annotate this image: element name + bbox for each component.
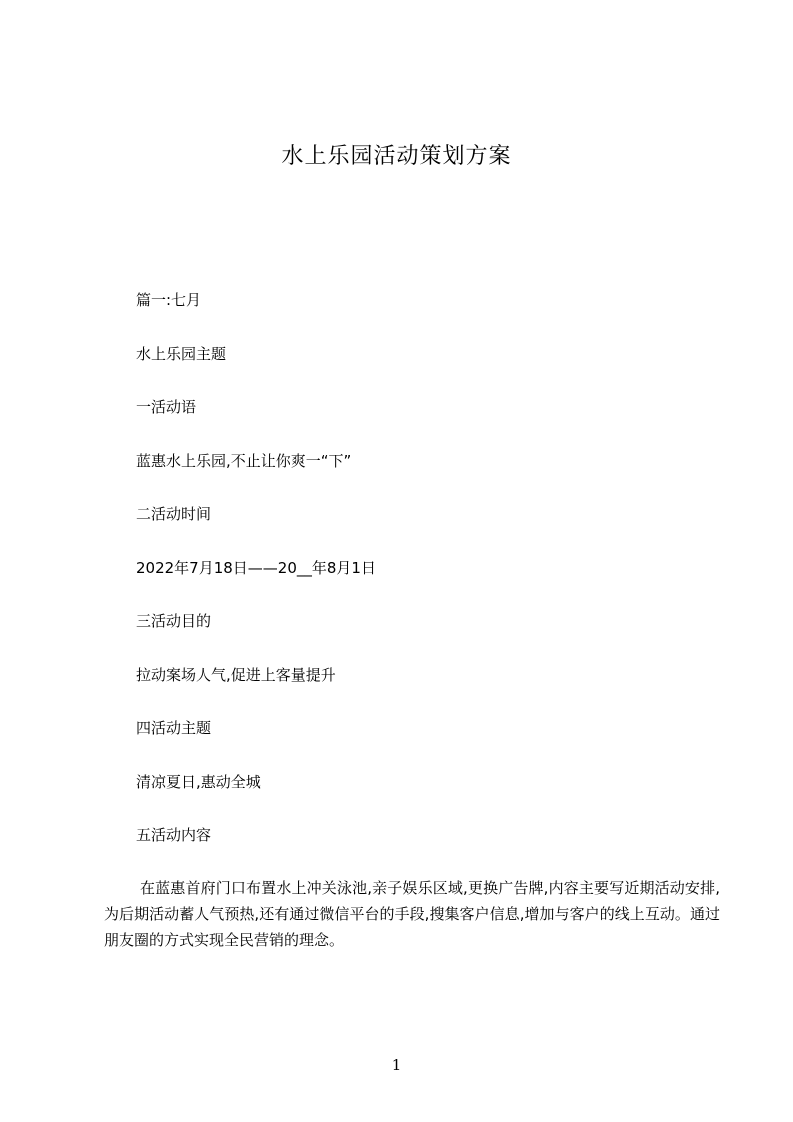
- section-heading: 五活动内容: [136, 826, 212, 844]
- body-text-line: 蓝惠水上乐园,不止让你爽一“下”: [136, 452, 352, 470]
- section-heading: 一活动语: [136, 398, 197, 416]
- body-text-line: 拉动案场人气,促进上客量提升: [136, 666, 336, 684]
- section-heading: 篇一:七月: [136, 291, 202, 309]
- body-text-line: 清凉夏日,惠动全城: [136, 773, 261, 791]
- section-heading: 三活动目的: [136, 612, 212, 630]
- content-paragraph: 在蓝惠首府门口布置水上冲关泳池,亲子娱乐区域,更换广告牌,内容主要写近期活动安排,为后期活动蓄人气预热,还有通过微信平台的手段,搜集客户信息,增加与客户的线上互动。通过朋友圈的方式实现全民营销的理念。: [104, 879, 720, 949]
- section-heading: 四活动主题: [136, 719, 212, 737]
- body-text-line: 2022年7月18日——20__年8月1日: [136, 559, 376, 577]
- page-number: 1: [391, 1056, 402, 1074]
- theme-heading: 水上乐园主题: [136, 345, 227, 363]
- document-title: 水上乐园活动策划方案: [281, 144, 512, 169]
- section-heading: 二活动时间: [136, 505, 212, 523]
